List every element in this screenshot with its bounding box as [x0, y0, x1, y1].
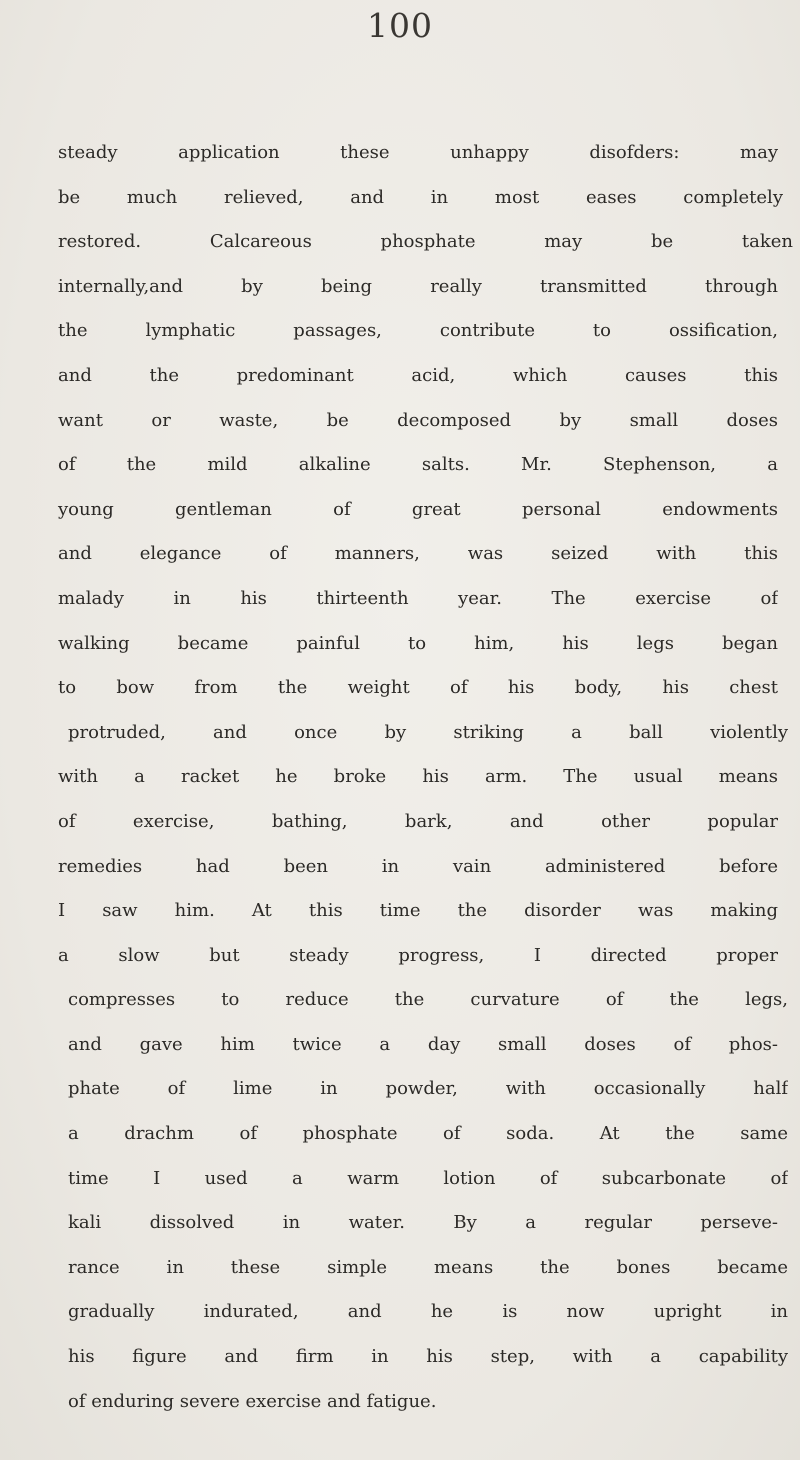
text-line: internally,and by being really transmitted through: [58, 275, 778, 297]
page-number: 100: [367, 6, 433, 45]
text-line: kali dissolved in water. By a regular perseve-: [68, 1212, 778, 1234]
text-line: walking became painful to him, his legs began: [58, 632, 778, 654]
text-line: of exercise, bathing, bark, and other popular: [58, 810, 778, 832]
text-line: of the mild alkaline salts. Mr. Stephenson, a: [58, 454, 778, 476]
text-line: time I used a warm lotion of subcarbonate of: [68, 1167, 788, 1189]
text-line: want or waste, be decomposed by small doses: [58, 409, 778, 431]
body-text: [48, 131, 800, 1424]
text-line: compresses to reduce the curvature of the legs,: [68, 989, 788, 1011]
text-line: young gentleman of great personal endowments: [58, 498, 778, 520]
text-line: and the predominant acid, which causes this: [58, 364, 778, 386]
text-line: a drachm of phosphate of soda. At the same: [68, 1123, 788, 1145]
text-line: his figure and firm in his step, with a capability: [68, 1346, 788, 1368]
text-line: I saw him. At this time the disorder was making: [58, 900, 778, 922]
text-line: be much relieved, and in most eases completely: [58, 186, 783, 208]
text-line: malady in his thirteenth year. The exercise of: [58, 587, 778, 609]
text-line: protruded, and once by striking a ball violently: [68, 721, 788, 743]
text-line: gradually indurated, and he is now upright in: [68, 1301, 788, 1323]
text-line: rance in these simple means the bones became: [68, 1256, 788, 1278]
text-line: a slow but steady progress, I directed proper: [58, 944, 778, 966]
text-line: to bow from the weight of his body, his chest: [58, 677, 778, 699]
text-line: phate of lime in powder, with occasionally half: [68, 1078, 788, 1100]
text-line: the lymphatic passages, contribute to ossification,: [58, 320, 778, 342]
text-line: and elegance of manners, was seized with this: [58, 543, 778, 565]
text-line: and gave him twice a day small doses of phos-: [68, 1033, 778, 1055]
text-line: with a racket he broke his arm. The usual means: [58, 766, 778, 788]
text-line: remedies had been in vain administered before: [58, 855, 778, 877]
text-line: of enduring severe exercise and fatigue.: [68, 1390, 437, 1412]
text-line: steady application these unhappy disofders: may: [58, 142, 778, 163]
text-line: restored. Calcareous phosphate may be taken: [58, 231, 793, 253]
